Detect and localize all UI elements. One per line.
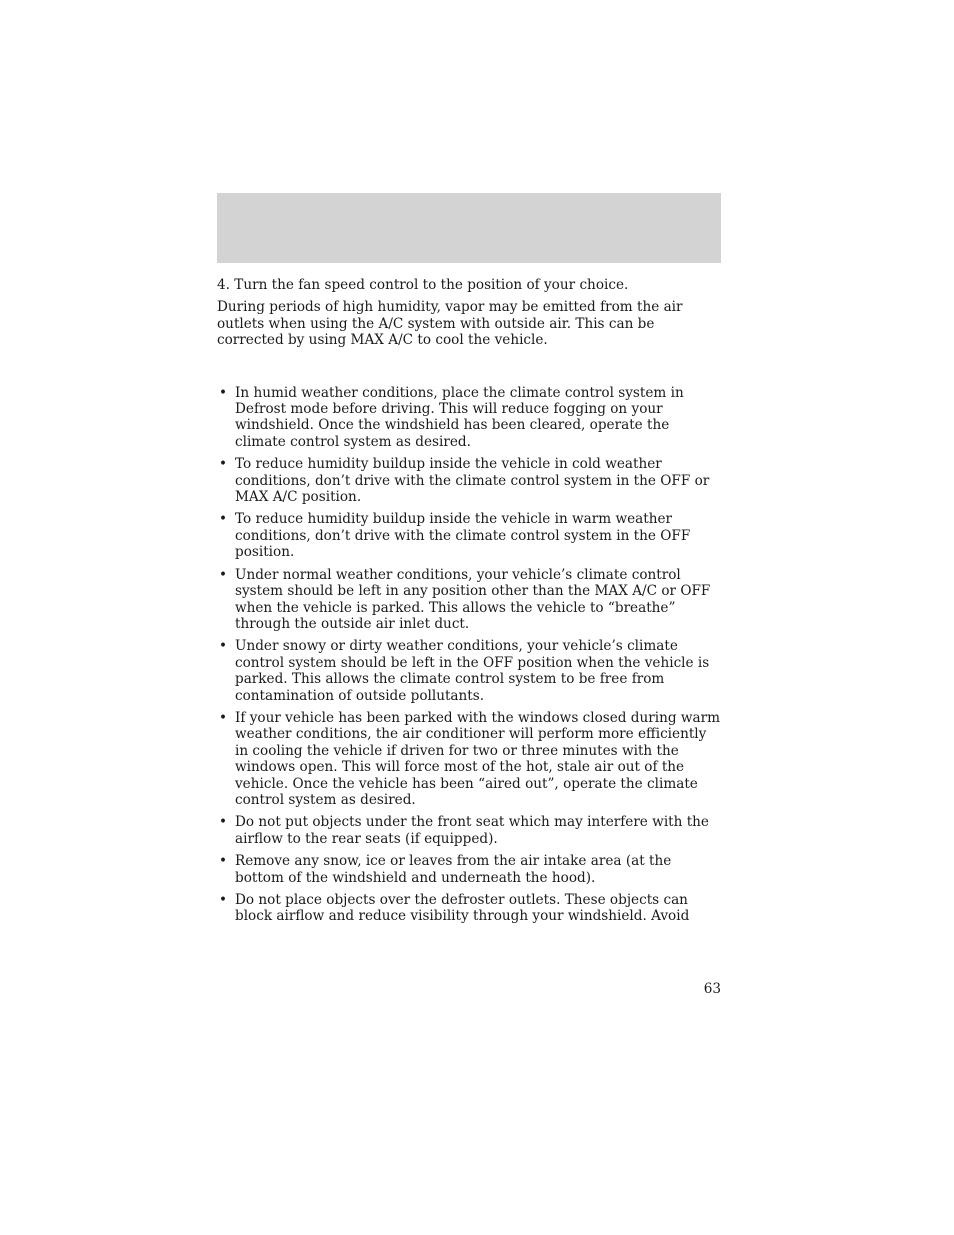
list-item-text: Under snowy or dirty weather conditions, your vehicle’s climate control system should be left in the OFF position when the vehicle is parked. This allows the climate control system to be free from contamination of outside pollutants. bbox=[235, 638, 710, 704]
bullet-icon: • bbox=[219, 814, 228, 831]
bullet-icon: • bbox=[219, 566, 228, 583]
step-4-text: 4. Turn the fan speed control to the position of your choice. bbox=[217, 277, 629, 293]
list-item bbox=[217, 853, 721, 886]
bullet-icon: • bbox=[219, 892, 228, 908]
page-number: 63 bbox=[703, 981, 721, 997]
bullet-icon: • bbox=[219, 384, 228, 401]
bullet-icon: • bbox=[219, 638, 228, 655]
bullet-icon: • bbox=[219, 853, 228, 870]
page-content bbox=[217, 277, 721, 931]
list-item-text: In humid weather conditions, place the climate control system in Defrost mode before driving. This will reduce fogging on your windshield. Once the windshield has been cleared, operate the climate control system as desired. bbox=[235, 384, 684, 450]
list-item bbox=[217, 456, 721, 505]
list-item bbox=[217, 567, 721, 633]
bullet-icon: • bbox=[219, 456, 228, 473]
list-item-text: Do not put objects under the front seat which may interfere with the airflow to the rear seats (if equipped). bbox=[235, 814, 709, 847]
list-item-text: To reduce humidity buildup inside the vehicle in warm weather conditions, don’t drive with the climate control system in the OFF position. bbox=[235, 511, 691, 561]
humidity-note: During periods of high humidity, vapor may be emitted from the air outlets when using the A/C system with outside air. This can be corrected by using MAX A/C to cool the vehicle. bbox=[217, 299, 683, 349]
list-item bbox=[217, 638, 721, 704]
bullet-icon: • bbox=[219, 709, 228, 726]
list-item-text: If your vehicle has been parked with the windows closed during warm weather conditions, the air conditioner will perform more efficiently in cooling the vehicle if driven for two or three minutes with the windows open. This will force most of the hot, stale air out of the vehicle. Once the vehicle has been “aired out”, operate the climate control system as desired. bbox=[235, 709, 721, 808]
list-item-text: Under normal weather conditions, your vehicle’s climate control system should be left in any position other than the MAX A/C or OFF when the vehicle is parked. This allows the vehicle to “breathe” through the outside air inlet duct. bbox=[235, 566, 711, 632]
list-item bbox=[217, 385, 721, 451]
list-item-text: Do not place objects over the defroster outlets. These objects can block airflow and reduce visibility through your windshield. Avoid bbox=[235, 892, 690, 925]
list-item bbox=[217, 814, 721, 847]
list-item-text: Remove any snow, ice or leaves from the air intake area (at the bottom of the windshield and underneath the hood). bbox=[235, 853, 672, 886]
list-item-text: To reduce humidity buildup inside the vehicle in cold weather conditions, don’t drive with the climate control system in the OFF or MAX A/C position. bbox=[235, 456, 710, 506]
list-item bbox=[217, 892, 721, 925]
bullet-icon: • bbox=[219, 511, 228, 528]
list-item bbox=[217, 511, 721, 560]
tips-list bbox=[217, 385, 721, 925]
list-item bbox=[217, 710, 721, 808]
header-band bbox=[217, 193, 721, 263]
